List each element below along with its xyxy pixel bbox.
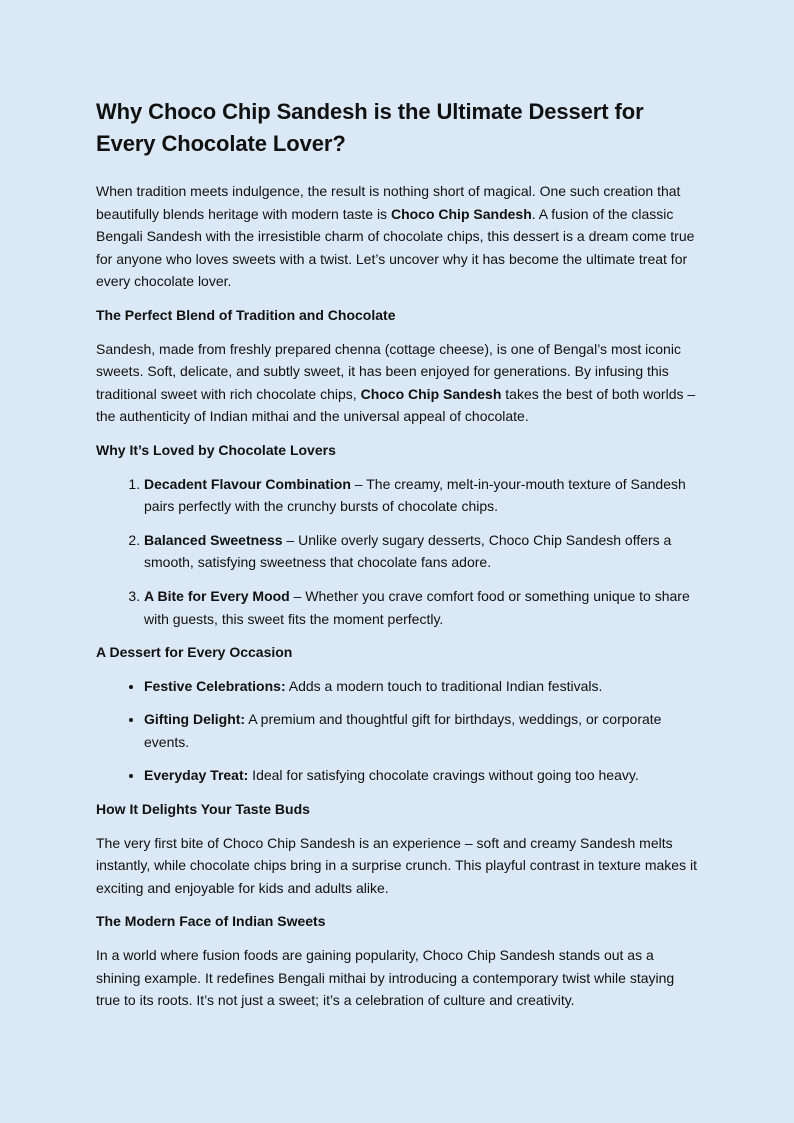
section-heading-occasion: A Dessert for Every Occasion [96,644,293,661]
list-item [144,708,698,753]
section-paragraph-tradition [96,338,698,428]
numbered-list-reasons [96,473,698,631]
intro-bold-product: Choco Chip Sandesh [390,205,532,222]
section-heading-tradition: The Perfect Blend of Tradition and Chocolate [96,306,396,323]
list-item-text: – Whether you crave comfort food or something unique to share with guests, this sweet fits the moment perfectly. [144,587,690,627]
intro-text-end: . A fusion of the classic Bengali Sandesh with the irresistible charm of chocolate chips, this dessert is a dream come true for anyone who loves sweets with a twist. Let’s uncover why it has become the ultimate treat for every chocolate lover. [96,205,695,290]
list-item [144,675,698,698]
list-item-bold: Decadent Flavour Combination [144,475,351,492]
page-title: Why Choco Chip Sandesh is the Ultimate Dessert for Every Chocolate Lover? [96,99,644,156]
list-item [144,764,698,787]
section-paragraph-modern: In a world where fusion foods are gaining popularity, Choco Chip Sandesh stands out as a shining example. It redefines Bengali mithai by introducing a contemporary twist while staying true to its roots. It’s not just a sweet; it’s a celebration of culture and creativity. [96,947,675,1009]
tradition-bold-product: Choco Chip Sandesh [360,385,502,402]
intro-paragraph [96,180,698,293]
list-item [144,473,698,518]
tradition-text-end: takes the best of both worlds – the authenticity of Indian mithai and the universal appeal of chocolate. [96,385,696,425]
list-item-text: A premium and thoughtful gift for birthdays, weddings, or corporate events. [144,711,662,750]
section-paragraph-taste: The very first bite of Choco Chip Sandesh is an experience – soft and creamy Sandesh melts instantly, while chocolate chips bring in a surprise crunch. This playful contrast in texture makes it exciting and enjoyable for kids and adults alike. [96,834,697,896]
section-heading-modern: The Modern Face of Indian Sweets [96,913,326,930]
list-item-text: Ideal for satisfying chocolate cravings without going too heavy. [248,767,639,784]
list-item-bold: Balanced Sweetness [144,531,283,548]
intro-text-start: When tradition meets indulgence, the result is nothing short of magical. One such creation that beautifully blends heritage with modern taste is [96,183,681,222]
list-item-bold: Festive Celebrations: [144,677,286,694]
bullet-list-occasions [96,675,698,787]
list-item-bold: Gifting Delight: [144,711,246,728]
section-heading-taste: How It Delights Your Taste Buds [96,801,310,818]
list-item [144,529,698,574]
list-item [144,585,698,630]
section-heading-loved: Why It’s Loved by Chocolate Lovers [96,441,336,458]
tradition-text-start: Sandesh, made from freshly prepared chenna (cottage cheese), is one of Bengal’s most iconic sweets. Soft, delicate, and subtly sweet, it has been enjoyed for generations. By infusing this traditional sweet with rich chocolate chips, [96,340,681,402]
list-item-text: – Unlike overly sugary desserts, Choco Chip Sandesh offers a smooth, satisfying sweetness that chocolate fans adore. [144,531,672,571]
list-item-text: Adds a modern touch to traditional Indian festivals. [285,677,603,694]
list-item-bold: A Bite for Every Mood [144,587,290,604]
list-item-text: – The creamy, melt-in-your-mouth texture of Sandesh pairs perfectly with the crunchy bursts of chocolate chips. [144,475,686,515]
list-item-bold: Everyday Treat: [144,767,249,784]
